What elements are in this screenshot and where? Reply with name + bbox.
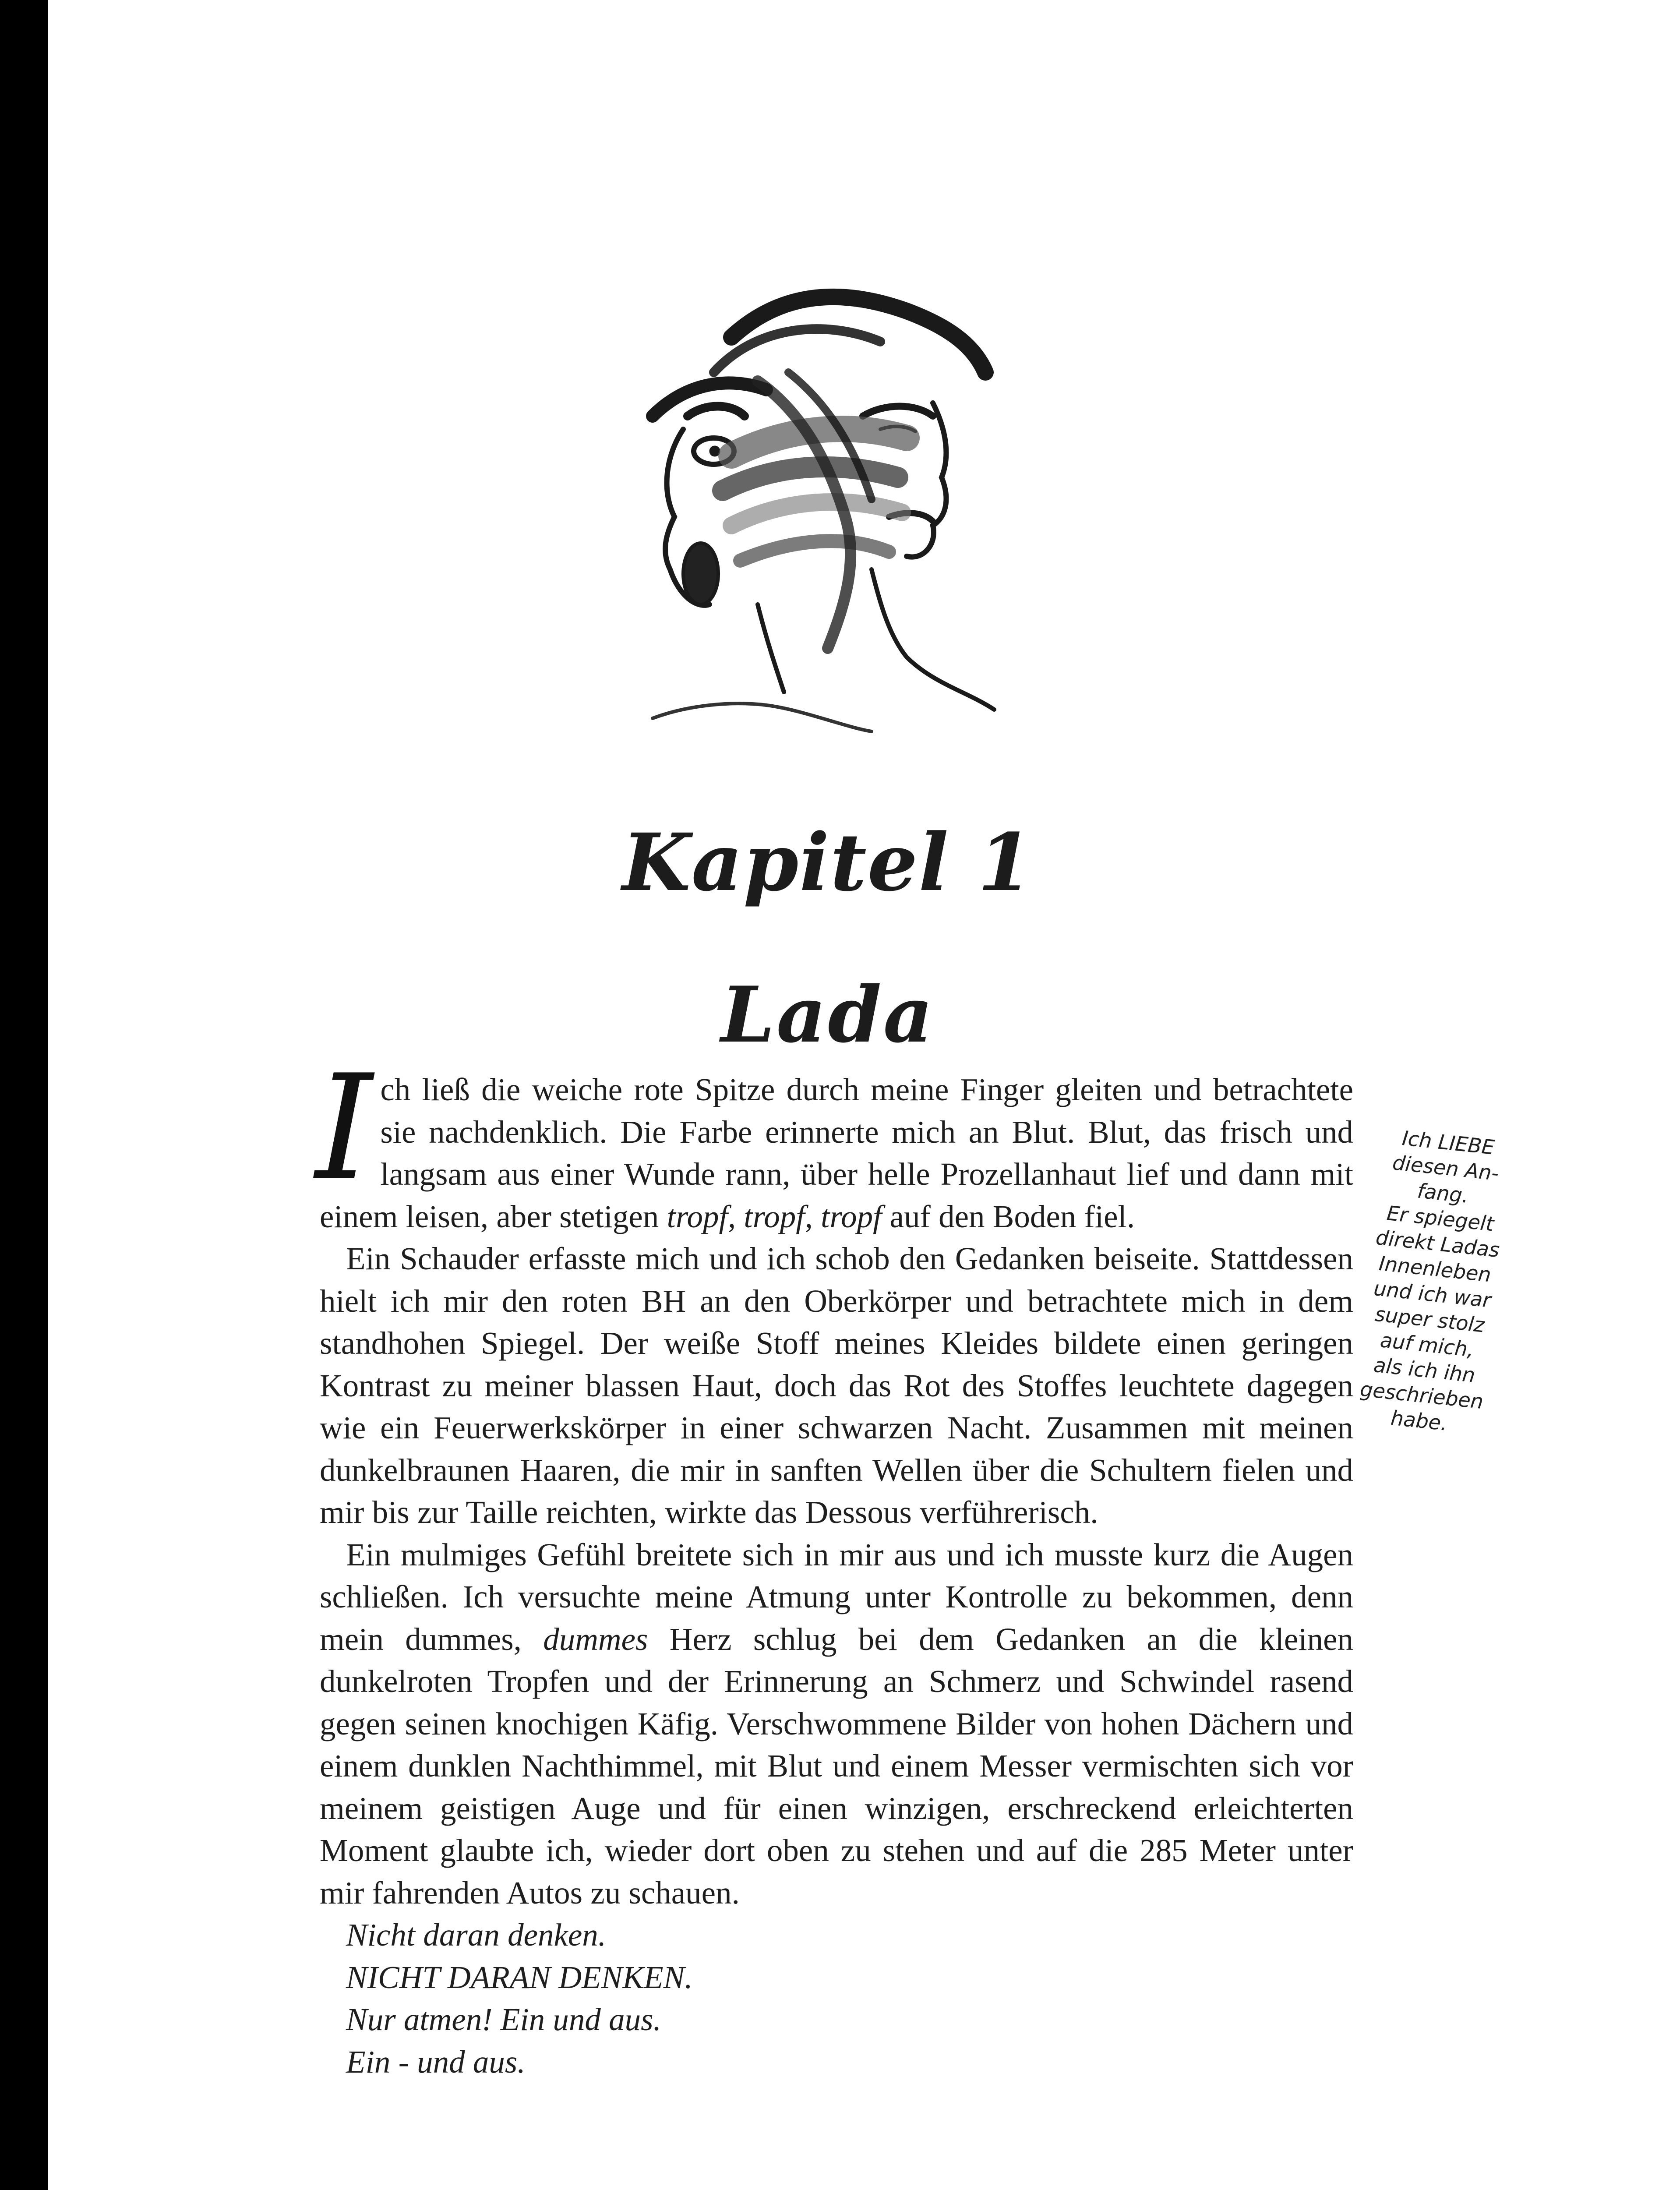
- verse-block: [320, 1914, 1353, 2083]
- paragraph-3: [320, 1534, 1353, 1914]
- drop-cap: I: [315, 1044, 373, 1212]
- paragraph-3-text: Ein mulmiges Gefühl breitete sich in mir aus und ich musste kurz die Augen schließen. Ich versuchte meine Atmung unter Kontrolle zu bekommen, denn mein dummes,: [320, 1537, 1353, 1657]
- paragraph-1-italic: tropf, tropf, tropf: [667, 1198, 882, 1234]
- verse-line: NICHT DARAN DENKEN.: [346, 1959, 693, 1995]
- paragraph-3-italic: dummes: [543, 1621, 648, 1657]
- verse-line: Nicht daran denken.: [346, 1917, 607, 1953]
- chapter-subtitle: Lada: [720, 970, 935, 1060]
- chapter-title: Kapitel 1: [622, 816, 1034, 909]
- chapter-illustration: [600, 272, 1012, 745]
- paragraph-1: [315, 1044, 1353, 1238]
- book-spine-edge: [0, 0, 48, 2190]
- handwritten-margin-note: Ich LIEBE diesen An- fang. Er spiegelt direkt Ladas Innenleben und ich war super stolz auf mich, als ich ihn geschrieben habe.: [1359, 1126, 1501, 1435]
- verse-line: Nur atmen! Ein und aus.: [346, 2002, 661, 2037]
- paragraph-2: Ein Schauder erfasste mich und ich schob den Gedanken beiseite. Stattdessen hielt ich mir den roten BH an den Oberkörper und betrachtete mich in dem standhohen Spiegel. Der weiße Stoff meines Kleides bildete einen geringen Kontrast zu meiner blassen Haut, doch das Rot des Stoffes leuchtete dagegen wie ein Feuerwerkskörper in einer schwarzen Nacht. Zusammen mit meinen dunkelbraunen Haaren, die mir in sanften Wellen über die Schultern fielen und mir bis zur Taille reichten, wirkte das Dessous verführerisch.: [320, 1241, 1353, 1530]
- paragraph-3-end: Herz schlug bei dem Gedanken an die kleinen dunkelroten Tropfen und der Erinnerung an Schmerz und Schwindel rasend gegen seinen knochigen Käfig. Verschwommene Bilder von hohen Dächern und einem dunklen Nachthimmel, mit Blut und einem Messer vermischten sich vor meinem geistigen Auge und für einen winzigen, erschreckend erleichterten Moment glaubte ich, wieder dort oben zu stehen und auf die 285 Meter unter mir fahrenden Autos zu schauen.: [320, 1621, 1353, 1911]
- verse-line: Ein - und aus.: [346, 2044, 526, 2080]
- paragraph-1-end: auf den Boden fiel.: [882, 1198, 1135, 1234]
- chapter-body: [315, 1044, 1353, 2083]
- paragraph-1-text: ch ließ die weiche rote Spitze durch meine Finger gleiten und betrachtete sie nachdenklich. Die Farbe erinnerte mich an Blut. Blut, das frisch und langsam aus einer Wunde rann, über helle Prozellanhaut lief und dann mit einem leisen, aber stetigen: [320, 1072, 1353, 1234]
